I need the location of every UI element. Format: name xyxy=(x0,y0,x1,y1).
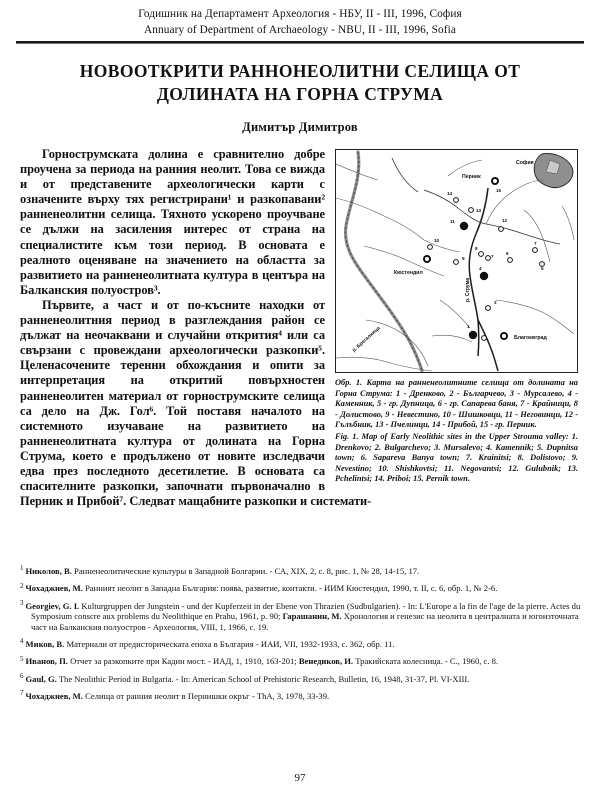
footnote-text: Миков, В. Материали от предисторическата епоха в България - ИАИ, VII, 1932-1933, с. 362, обр. 11. xyxy=(25,639,395,650)
svg-text:София: София xyxy=(516,160,534,166)
footnote-4 xyxy=(20,639,582,649)
footnote-3 xyxy=(20,598,582,632)
title-line-1: НОВООТКРИТИ РАННОНЕОЛИТНИ СЕЛИЩА ОТ xyxy=(79,61,521,81)
figure-caption-bulgarian: Обр. 1. Карта на ранненеолитните селища от долината на Горна Струма: 1 - Дренково, 2 - Българчево, 3 - Мурсалево, 4 - Каменник, 5 - гр. Дупница, 6 - гр. Сапарева баня, 7 - Крайници, 8 - Долистово, 9 - Невестино, 10 - Шишковци, 11 - Неговинци, 12 - Гълъбник, 13 - Пчелинци, 14 - Прибой, 15 - гр. Перник. xyxy=(335,378,578,430)
footnote-text: Чохаджиев, М. Селища от ранния неолит в Пернишки окръг - ThA, 3, 1978, 33-39. xyxy=(25,691,330,702)
svg-text:1: 1 xyxy=(467,324,470,329)
figure-caption-english: Fig. 1. Map of Early Neolithic sites in the Upper Strouma valley: 1. Drenkovo; 2. Bulgarchevo; 3. Mursalevo; 4. Kamennik; 5. Dupnitsa town; 6. Sapareva Banya town; 7. Krainitsi; 8. Dolistovo; 9. Nevestino; 10. Shishkovtsi; 11. Negovantsi; 12. Gulubnik; 13. Pchelintsi; 14. Priboi; 15. Pernik town. xyxy=(335,431,578,484)
running-head-bulgarian: Годишник на Департамент Археология - НБУ, II - III, 1996, София xyxy=(138,8,462,20)
footnote-7 xyxy=(20,691,582,701)
svg-text:11: 11 xyxy=(450,219,455,224)
svg-text:р. Брегалница: р. Брегалница xyxy=(351,325,382,354)
svg-text:Кюстендил: Кюстендил xyxy=(394,270,423,276)
footnote-text: Иванов, П. Отчет за разкопките при Кадин мост. - ИАД, 1, 1910, 163-201; Венедиков, И. Тракийската колесница. - С., 1960, с. 8. xyxy=(25,656,499,667)
svg-text:7: 7 xyxy=(491,254,494,259)
figure-1 xyxy=(335,149,578,485)
map-image xyxy=(335,149,578,373)
svg-text:6: 6 xyxy=(506,251,509,256)
svg-text:Перник: Перник xyxy=(462,174,481,180)
svg-text:10: 10 xyxy=(434,238,440,243)
paragraph-1: Горнострумската долина е сравнително добре проучена за периода на ранния неолит. Това се вижда и от представените археологически карти с означените върху тях регистрирани¹ и разкопавани² ранненеолитни селища. Тяхното ускорено проучване се дължи на засиления интерес от страна на специалистите към този период. В основата е реалното оценяване на значението на областта за развитието на ранненеолитната култура в центъра на Балканския полуостров³. xyxy=(20,147,325,297)
svg-text:14: 14 xyxy=(447,191,453,196)
footnote-6 xyxy=(20,671,582,684)
paragraph-2: Първите, а част и от по-късните находки от ранненеолитния период в разглеждания район се дължат на неочаквани и случайни открития⁴ или са свързани с провеждани археологически разкопки⁵. Целенасочените теренни обхождания и опити за интерпретация на откритий повърхностен ранненеолитен материал от горнострумските селища са дело на Дж. Гол⁶. Той поставя началото на системното изучаване на развитието на ранненеолитната култура от долината на Горна Струма, което е продължено от новите изследвачи едва през последното десетилетие. В основата са спасителните разкопки, започнати първоначално в Перник и Прибой⁷. Следват мащабните разкопки и системати- xyxy=(20,297,372,509)
svg-text:9: 9 xyxy=(462,256,465,261)
footnote-text: Gaul, G. The Neolithic Period in Bulgaria. - In: American School of Prehistoric Research, Bulletin, 16, 1948, 31-37, Pl. VI-XIII. xyxy=(25,673,470,684)
svg-text:15: 15 xyxy=(496,188,502,193)
footnote-5 xyxy=(20,656,582,666)
svg-text:13: 13 xyxy=(476,208,482,213)
footnote-2 xyxy=(20,583,582,593)
footnote-number: 7 xyxy=(20,689,24,698)
footnote-number: 6 xyxy=(20,671,24,680)
footnote-text: Чохаджиев, М. Ранният неолит в Западна България: поява, развитие, контакти. - ИИМ Кюстендил, 1990, т. II, с. 6, обр. 1, № 2-6. xyxy=(25,583,498,594)
svg-text:Благоевград: Благоевград xyxy=(514,335,547,341)
svg-text:8: 8 xyxy=(475,246,478,251)
footnote-text: Николов, В. Ранненеолитические культуры в Западной Болгарии. - СА, XIX, 2, с. 8, рис. 1, № 28, 14-15, 17. xyxy=(25,566,420,576)
running-head xyxy=(0,0,600,38)
footnote-1 xyxy=(20,566,582,576)
svg-text:7: 7 xyxy=(534,241,537,246)
svg-text:12: 12 xyxy=(502,218,508,223)
figure-caption xyxy=(335,378,578,485)
footnote-number: 3 xyxy=(20,598,24,607)
footnote-text: Georgiev, G. I. Kulturgruppen der Jungstein - und der Kupferzeit in der Ebene von Thrazien (Sudbulgarien). - In: L'Europe a la fin de l'age de la pierre. Actes du Symposium conscre aux problems du Neolithique en Prahu, 1961, p. 90; Гарашанин, М. Хронология и генезис на неолита в централната и югоизточната част на Балканския полуостров - Археология, VIII, 1, 1966, с. 19. xyxy=(25,600,581,632)
running-head-english: Annuary of Department of Archaeology - NBU, II - III, 1996, Sofia xyxy=(143,24,457,36)
svg-text:4: 4 xyxy=(479,266,482,271)
footnote-number: 5 xyxy=(20,654,24,663)
footnote-number: 1 xyxy=(20,564,24,573)
page-number: 97 xyxy=(294,772,306,784)
title-line-2: ДОЛИНАТА НА ГОРНА СТРУМА xyxy=(156,84,444,104)
svg-text:3: 3 xyxy=(494,300,497,305)
author-name: Димитър Димитров xyxy=(242,120,358,134)
footnote-number: 2 xyxy=(20,581,24,590)
page-title xyxy=(40,60,560,106)
svg-text:5: 5 xyxy=(541,266,544,271)
svg-text:р. Струма: р. Струма xyxy=(465,277,471,302)
footnote-list xyxy=(20,566,582,709)
footnote-number: 4 xyxy=(20,637,24,646)
header-rule xyxy=(16,41,584,44)
title-block xyxy=(40,60,560,106)
body-content xyxy=(20,147,578,509)
